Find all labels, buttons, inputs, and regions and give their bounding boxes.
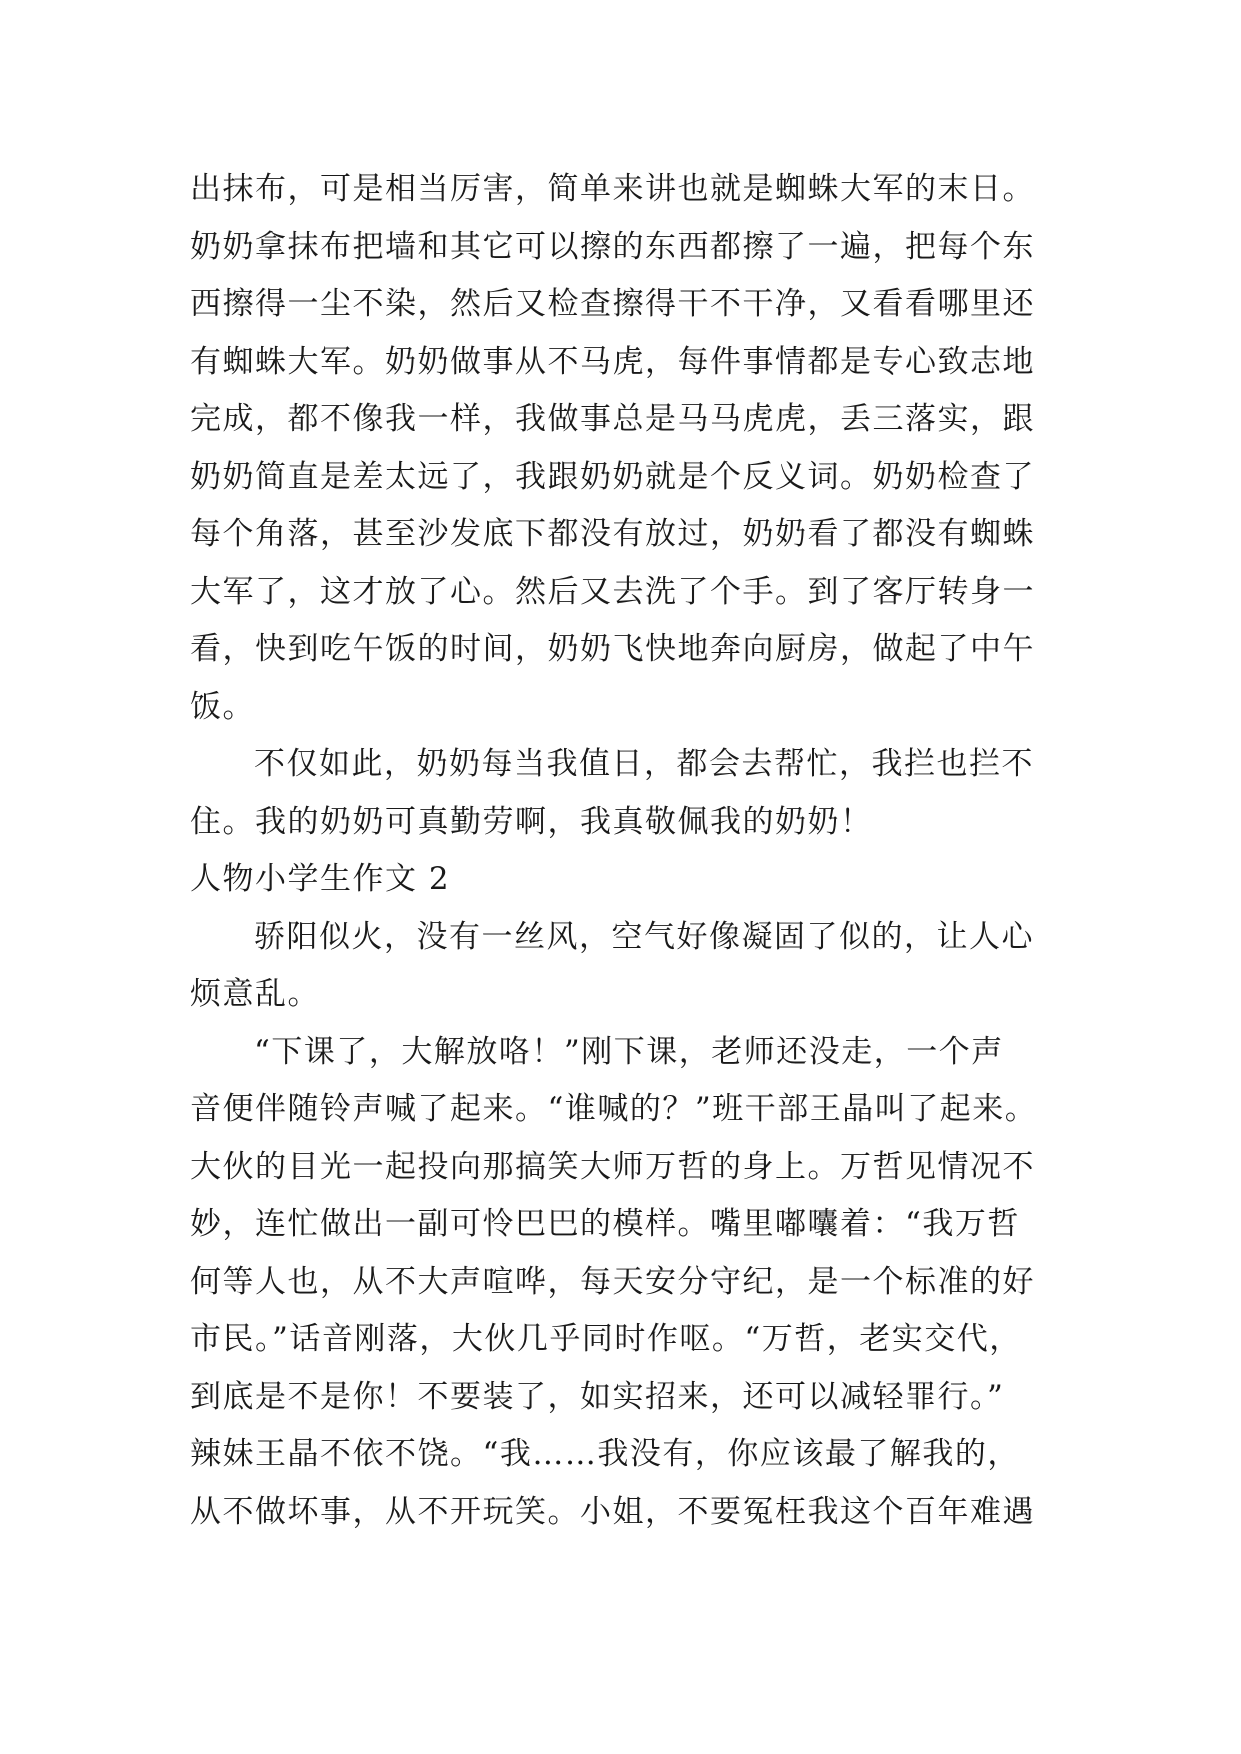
- paragraph-first-line: “下课了，大解放咯！”刚下课，老师还没走，一个声: [254, 1033, 1004, 1070]
- text-line: 到底是不是你！不要装了，如实招来，还可以减轻罪行。”: [190, 1378, 1005, 1415]
- text-line: 市民。”话音刚落，大伙几乎同时作呕。“万哲，老实交代，: [190, 1321, 1022, 1357]
- text-line: 住。我的奶奶可真勤劳啊，我真敬佩我的奶奶！: [190, 803, 873, 840]
- text-line: 辣妹王晶不依不饶。“我……我没有，你应该最了解我的，: [190, 1436, 1020, 1472]
- text-line: 音便伴随铃声喊了起来。“谁喊的？”班干部王晶叫了起来。: [190, 1091, 1038, 1127]
- text-line: 从不做坏事，从不开玩笑。小姐，不要冤枉我这个百年难遇: [190, 1493, 1035, 1530]
- text-line: 奶奶拿抹布把墙和其它可以擦的东西都擦了一遍，把每个东: [190, 228, 1035, 265]
- text-line: 出抹布，可是相当厉害，简单来讲也就是蜘蛛大军的末日。: [190, 171, 1035, 207]
- text-line: 奶奶简直是差太远了，我跟奶奶就是个反义词。奶奶检查了: [190, 458, 1035, 495]
- text-line: 看，快到吃午饭的时间，奶奶飞快地奔向厨房，做起了中午: [190, 631, 1035, 667]
- paragraph-first-line: 骄阳似火，没有一丝风，空气好像凝固了似的，让人心: [254, 918, 1034, 955]
- text-line: 烦意乱。: [190, 976, 320, 1012]
- text-line: 何等人也，从不大声喧哗，每天安分守纪，是一个标准的好: [190, 1263, 1035, 1300]
- text-line: 妙，连忙做出一副可怜巴巴的模样。嘴里嘟囔着：“我万哲: [190, 1206, 1020, 1242]
- text-line: 饭。: [190, 688, 255, 725]
- paragraph-first-line: 不仅如此，奶奶每当我值日，都会去帮忙，我拦也拦不: [254, 746, 1034, 782]
- text-line: 西擦得一尘不染，然后又检查擦得干不干净，又看看哪里还: [190, 286, 1035, 322]
- text-line: 完成，都不像我一样，我做事总是马马虎虎，丢三落实，跟: [190, 401, 1035, 437]
- text-line: 大军了，这才放了心。然后又去洗了个手。到了客厅转身一: [190, 573, 1035, 610]
- text-line: 每个角落，甚至沙发底下都没有放过，奶奶看了都没有蜘蛛: [190, 516, 1035, 552]
- text-line: 大伙的目光一起投向那搞笑大师万哲的身上。万哲见情况不: [190, 1148, 1035, 1185]
- essay-body: [190, 161, 1070, 1541]
- text-line: 有蜘蛛大军。奶奶做事从不马虎，每件事情都是专心致志地: [190, 343, 1035, 380]
- section-heading: 人物小学生作文 2: [190, 861, 451, 897]
